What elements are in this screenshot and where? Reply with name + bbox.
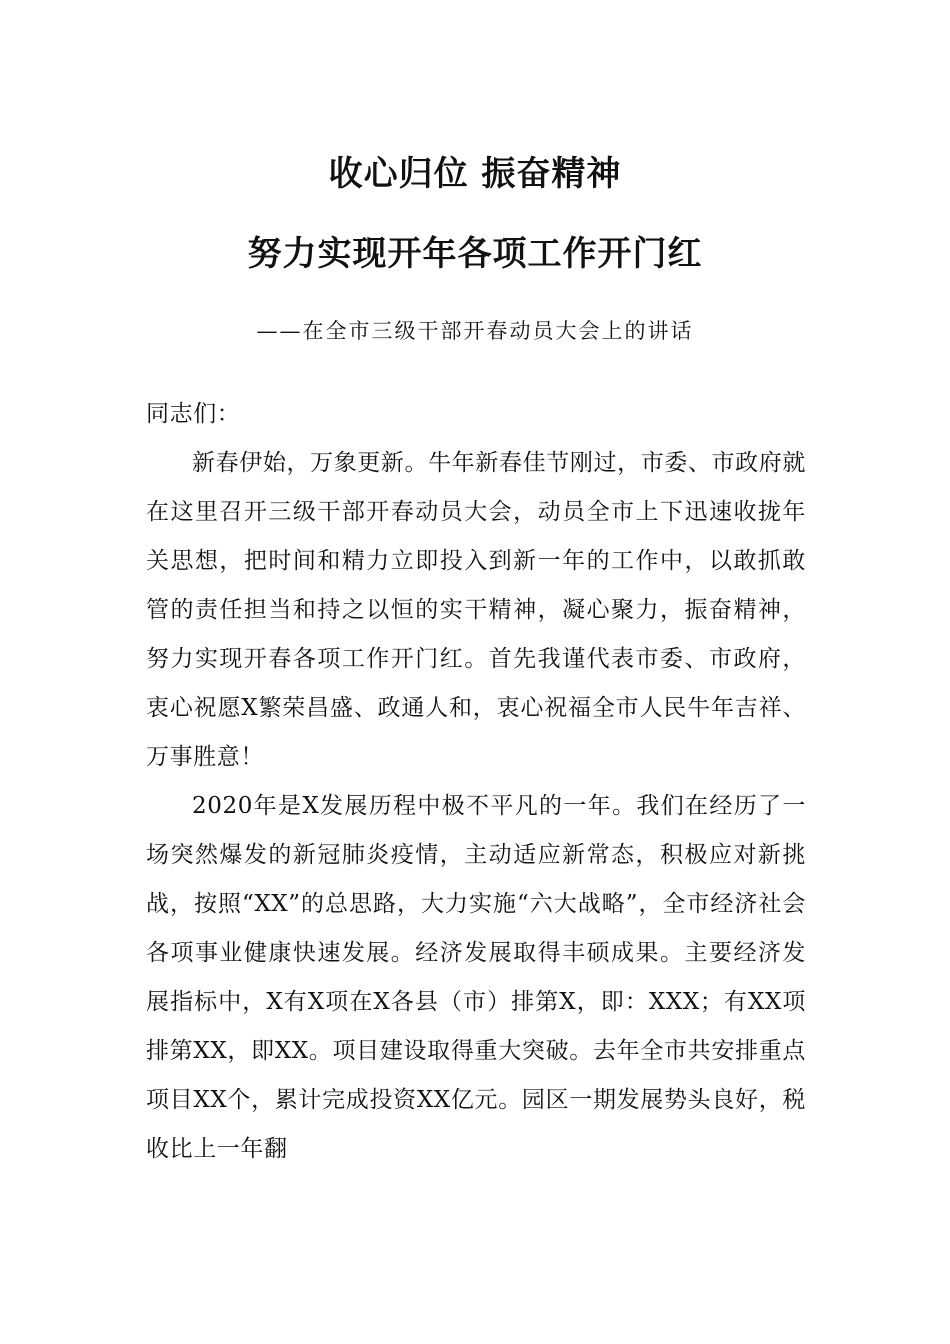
document-subtitle: ——在全市三级干部开春动员大会上的讲话: [256, 319, 694, 343]
paragraph-2: 2020年是X发展历程中极不平凡的一年。我们在经历了一场突然爆发的新冠肺炎疫情，主动适应新常态，积极应对新挑战，按照“XX”的总思路，大力实施“六大战略”，全市经济社会各项事业健康快速发展。经济发展取得丰硕成果。主要经济发展指标中，X有X项在X各县（市）排第X，即：XXX；有XX项排第XX，即XX。项目建设取得重大突破。去年全市共安排重点项目XX个，累计完成投资XX亿元。园区一期发展势头良好，税收比上一年翻: [146, 793, 806, 1162]
document-body: [146, 390, 806, 1174]
greeting: 同志们：: [146, 401, 241, 427]
document-title-line2: 努力实现开年各项工作开门红: [247, 234, 703, 274]
paragraph-1: 新春伊始，万象更新。牛年新春佳节刚过，市委、市政府就在这里召开三级干部开春动员大会，动员全市上下迅速收拢年关思想，把时间和精力立即投入到新一年的工作中，以敢抓敢管的责任担当和持之以恒的实干精神，凝心聚力，振奋精神，努力实现开春各项工作开门红。首先我谨代表市委、市政府，衷心祝愿X繁荣昌盛、政通人和，衷心祝福全市人民牛年吉祥、万事胜意！: [146, 450, 806, 770]
document-title-line1: 收心归位 振奋精神: [328, 154, 622, 194]
